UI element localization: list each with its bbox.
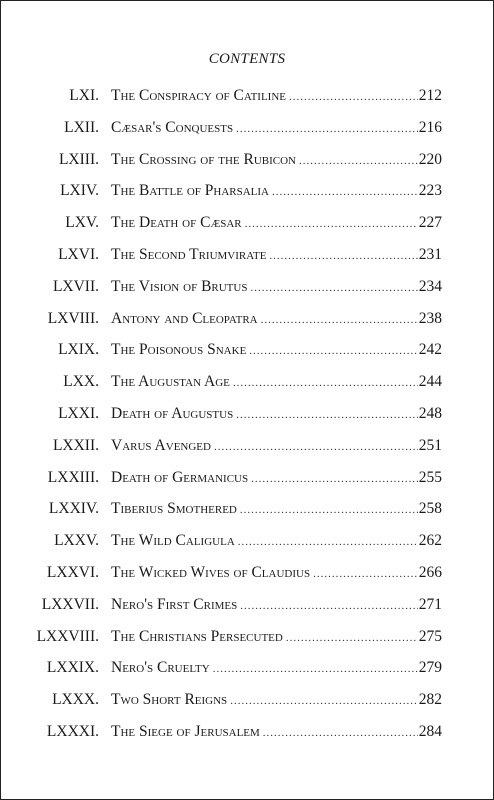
chapter-number: LXXII.: [52, 436, 99, 454]
dot-leader: [238, 536, 418, 548]
chapter-number: LXIV.: [60, 182, 99, 200]
dot-leader: [236, 123, 418, 135]
toc-entry: [1, 564, 493, 596]
toc-entry: [1, 182, 493, 214]
dot-leader: [233, 377, 418, 389]
dot-leader: [269, 250, 417, 262]
chapter-number: LXVI.: [58, 245, 99, 263]
toc-entry: [1, 691, 493, 723]
page-number: 220: [418, 150, 442, 168]
chapter-number: LXXVII.: [41, 595, 99, 613]
dot-leader: [286, 632, 418, 644]
chapter-number: LXIX.: [58, 341, 99, 359]
chapter-number: LXXIV.: [48, 500, 99, 518]
toc-entry: [1, 437, 493, 469]
chapter-line: [111, 373, 442, 391]
chapter-title: The Battle of Pharsalia: [111, 182, 269, 200]
dot-leader: [249, 345, 417, 357]
chapter-title: The Christians Persecuted: [111, 627, 283, 645]
page-number: 242: [418, 341, 442, 359]
toc-entry: [1, 246, 493, 278]
chapter-number: LXXVIII.: [36, 627, 99, 645]
page-number: 251: [418, 436, 442, 454]
dot-leader: [250, 282, 417, 294]
chapter-title: The Crossing of the Rubicon: [111, 150, 296, 168]
chapter-title: The Death of Cæsar: [111, 214, 242, 232]
page-number: 279: [418, 659, 442, 677]
chapter-number: LXXX.: [52, 691, 99, 709]
chapter-title: The Second Triumvirate: [111, 245, 267, 263]
page-number: 238: [418, 309, 442, 327]
dot-leader: [245, 218, 418, 230]
toc-entry: [1, 659, 493, 691]
toc-entry: [1, 119, 493, 151]
page-number: 275: [418, 627, 442, 645]
page-number: 216: [418, 118, 442, 136]
toc-entry: [1, 310, 493, 342]
chapter-number: LXVII.: [52, 277, 99, 295]
chapter-title: Antony and Cleopatra: [111, 309, 258, 327]
toc-entry: [1, 723, 493, 755]
chapter-number: LXXIII.: [47, 468, 99, 486]
toc-entry: [1, 405, 493, 437]
toc-entry: [1, 628, 493, 660]
chapter-line: [111, 532, 442, 550]
dot-leader: [230, 695, 418, 707]
dot-leader: [272, 186, 418, 198]
toc-entry: [1, 532, 493, 564]
page-number: 227: [418, 214, 442, 232]
chapter-number: LXII.: [64, 118, 99, 136]
chapter-title: The Poisonous Snake: [111, 341, 247, 359]
contents-heading: CONTENTS: [208, 51, 286, 67]
chapter-title: Cæsar's Conquests: [111, 118, 234, 136]
chapter-title: Death of Germanicus: [111, 468, 249, 486]
chapter-title: The Conspiracy of Catiline: [111, 87, 286, 104]
chapter-title: The Wild Caligula: [111, 532, 235, 550]
dot-leader: [263, 727, 418, 739]
toc-entry: [1, 214, 493, 246]
toc-entry: [1, 87, 493, 119]
toc-entry: [1, 469, 493, 501]
page-number: 284: [418, 722, 442, 740]
chapter-line: [111, 182, 442, 200]
table-of-contents: [1, 87, 493, 755]
chapter-line: [111, 500, 442, 518]
chapter-line: [111, 596, 442, 614]
dot-leader: [299, 155, 418, 167]
chapter-line: [111, 87, 442, 105]
page-number: 212: [418, 87, 442, 104]
chapter-title: Two Short Reigns: [111, 691, 228, 709]
page-number: 231: [418, 245, 442, 263]
chapter-line: [111, 341, 442, 359]
dot-leader: [313, 568, 418, 580]
dot-leader: [261, 314, 418, 326]
chapter-line: [111, 469, 442, 487]
toc-entry: [1, 151, 493, 183]
chapter-number: LXI.: [69, 87, 99, 104]
chapter-number: LXV.: [65, 214, 99, 232]
chapter-line: [111, 659, 442, 677]
chapter-title: The Vision of Brutus: [111, 277, 248, 295]
toc-entry: [1, 373, 493, 405]
chapter-line: [111, 246, 442, 264]
page-number: 223: [418, 182, 442, 200]
page-number: 271: [418, 595, 442, 613]
chapter-title: The Wicked Wives of Claudius: [111, 563, 311, 581]
chapter-title: The Augustan Age: [111, 373, 230, 391]
chapter-number: LXIII.: [58, 150, 99, 168]
dot-leader: [214, 441, 418, 453]
toc-entry: [1, 500, 493, 532]
dot-leader: [289, 91, 418, 103]
chapter-line: [111, 278, 442, 296]
chapter-number: LXXIX.: [46, 659, 99, 677]
chapter-line: [111, 437, 442, 455]
chapter-title: Nero's First Crimes: [111, 595, 238, 613]
dot-leader: [213, 663, 418, 675]
chapter-number: LXXXI.: [46, 722, 99, 740]
chapter-number: LXXVI.: [46, 563, 99, 581]
chapter-line: [111, 214, 442, 232]
page-number: 244: [418, 373, 442, 391]
chapter-title: Death of Augustus: [111, 404, 234, 422]
dot-leader: [240, 600, 417, 612]
chapter-line: [111, 310, 442, 328]
toc-entry: [1, 341, 493, 373]
page-number: 262: [418, 532, 442, 550]
dot-leader: [236, 409, 418, 421]
chapter-number: LXXV.: [54, 532, 99, 550]
chapter-title: The Siege of Jerusalem: [111, 722, 260, 740]
chapter-title: Nero's Cruelty: [111, 659, 210, 677]
toc-entry: [1, 596, 493, 628]
chapter-line: [111, 628, 442, 646]
chapter-line: [111, 151, 442, 169]
chapter-title: Varus Avenged: [111, 436, 211, 454]
chapter-line: [111, 691, 442, 709]
page-number: 248: [418, 404, 442, 422]
page-number: 258: [418, 500, 442, 518]
toc-entry: [1, 278, 493, 310]
chapter-line: [111, 405, 442, 423]
page-number: 266: [418, 563, 442, 581]
chapter-number: LXX.: [63, 373, 99, 391]
page-number: 282: [418, 691, 442, 709]
dot-leader: [240, 504, 418, 516]
chapter-title: Tiberius Smothered: [111, 500, 237, 518]
page-number: 255: [418, 468, 442, 486]
chapter-number: LXVIII.: [47, 309, 99, 327]
dot-leader: [251, 473, 418, 485]
chapter-line: [111, 564, 442, 582]
chapter-line: [111, 723, 442, 741]
page-number: 234: [418, 277, 442, 295]
chapter-number: LXXI.: [58, 404, 99, 422]
chapter-line: [111, 119, 442, 137]
